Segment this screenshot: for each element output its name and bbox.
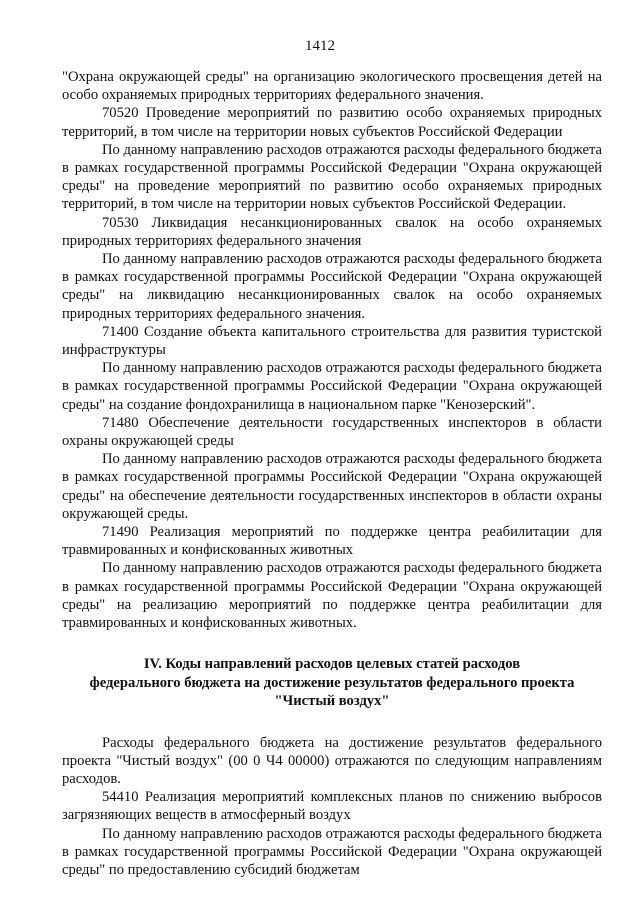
item-title-71400: 71400 Создание объекта капитального строительства для развития туристской инфраструктуры xyxy=(62,323,602,359)
document-body xyxy=(62,68,602,879)
paragraph-continuation: "Охрана окружающей среды" на организацию экологического просвещения детей на особо охраняемых природных территориях федерального значения. xyxy=(62,69,602,104)
item-description-70530: По данному направлению расходов отражаются расходы федерального бюджета в рамках государственной программы Российской Федерации "Охрана окружающей среды" на ликвидацию несанкционированных свалок на особо охраняемых природных территориях федерального значения. xyxy=(62,251,602,322)
item-title-71490: 71490 Реализация мероприятий по поддержке центра реабилитации для травмированных и конфискованных животных xyxy=(62,524,602,559)
item-title-70520: 70520 Проведение мероприятий по развитию особо охраняемых природных территорий, в том числе на территории новых субъектов Российской Федерации xyxy=(62,105,602,140)
section-heading-line-2: федерального бюджета на достижение результатов федерального проекта xyxy=(89,674,575,691)
item-description-71480: По данному направлению расходов отражаются расходы федерального бюджета в рамках государственной программы Российской Федерации "Охрана окружающей среды" на обеспечение деятельности государственных инспекторов в области охраны окружающей среды. xyxy=(62,451,602,522)
item-description-70520: По данному направлению расходов отражаются расходы федерального бюджета в рамках государственной программы Российской Федерации "Охрана окружающей среды" на проведение мероприятий по развитию особо охраняемых природных территорий, в том числе на территории новых субъектов Российской Федерации. xyxy=(62,141,602,213)
page-number: 1412 xyxy=(305,38,335,54)
item-description-71490: По данному направлению расходов отражаются расходы федерального бюджета в рамках государственной программы Российской Федерации "Охрана окружающей среды" на реализацию мероприятий по поддержке центра реабилитации для травмированных и конфискованных животных. xyxy=(62,560,602,632)
item-title-70530: 70530 Ликвидация несанкционированных свалок на особо охраняемых природных территориях федерального значения xyxy=(62,214,602,249)
section-heading-line-1: IV. Коды направлений расходов целевых статей расходов xyxy=(143,656,521,673)
section-heading-line-3: "Чистый воздух" xyxy=(274,693,390,710)
item-description-54410: По данному направлению расходов отражаются расходы федерального бюджета в рамках государственной программы Российской Федерации "Охрана окружающей среды" по предоставлению субсидий бюджетам xyxy=(62,825,602,878)
section-heading xyxy=(62,655,602,710)
item-title-54410: 54410 Реализация мероприятий комплексных планов по снижению выбросов загрязняющих веществ в атмосферный воздух xyxy=(62,789,602,824)
section-intro: Расходы федерального бюджета на достижение результатов федерального проекта "Чистый воздух" (00 0 Ч4 00000) отражаются по следующим направлениям расходов. xyxy=(62,734,602,787)
item-description-71400: По данному направлению расходов отражаются расходы федерального бюджета в рамках государственной программы Российской Федерации "Охрана окружающей среды" на создание фондохранилища в национальном парке "Кенозерский". xyxy=(62,360,602,413)
item-title-71480: 71480 Обеспечение деятельности государственных инспекторов в области охраны окружающей среды xyxy=(62,414,602,450)
